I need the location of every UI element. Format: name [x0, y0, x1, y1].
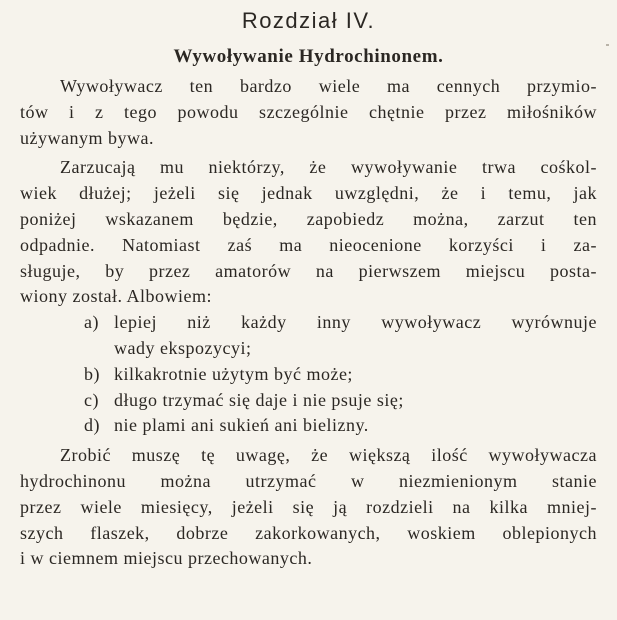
- text-line: i w ciemnem miejscu przechowanych.: [20, 548, 313, 569]
- text-line: Zrobić muszę tę uwagę, że większą ilość wywoływacza: [60, 445, 597, 466]
- paragraph-2: [20, 155, 597, 310]
- text-line: Zarzucają mu niektórzy, że wywoływanie trwa cośkol-: [60, 157, 597, 178]
- text-line: poniżej wskazanem będzie, zapobiedz można, zarzut ten: [20, 208, 597, 229]
- text-line: wiony został. Albowiem:: [20, 286, 212, 307]
- text-line: sługuje, by przez amatorów na pierwszem miejscu posta-: [20, 260, 597, 281]
- page-speck: [606, 44, 609, 46]
- text-line: nie plami ani sukień ani bielizny.: [114, 415, 369, 436]
- text-line: lepiej niż każdy inny wywoływacz wyrównuje: [114, 312, 597, 333]
- text-line: odpadnie. Natomiast zaś ma nieocenione korzyści i za-: [20, 234, 597, 255]
- chapter-title: Rozdział IV.: [241, 8, 376, 33]
- text-line: długo trzymać się daje i nie psuje się;: [114, 389, 404, 410]
- list-marker: c): [84, 389, 99, 410]
- advantages-list: [20, 310, 597, 439]
- list-item: [20, 362, 597, 388]
- list-item: [20, 413, 597, 439]
- text-line: kilkakrotnie użytym być może;: [114, 363, 353, 384]
- text-line: hydrochinonu można utrzymać w niezmienionym stanie: [20, 470, 597, 491]
- section-title: Wywoływanie Hydrochinonem.: [173, 46, 444, 67]
- text-line: Wywoływacz ten bardzo wiele ma cennych przymio-: [60, 76, 597, 96]
- list-marker: a): [84, 312, 99, 333]
- list-item: [20, 388, 597, 414]
- text-line: wiek dłużej; jeżeli się jednak uwzględni, że i temu, jak: [20, 183, 597, 204]
- text-line: szych flaszek, dobrze zakorkowanych, woskiem oblepionych: [20, 522, 597, 543]
- list-marker: d): [84, 415, 100, 436]
- text-line: wady ekspozycyi;: [114, 337, 252, 358]
- paragraph-3: [20, 443, 597, 572]
- list-marker: b): [84, 363, 100, 384]
- paragraph-1: [20, 74, 597, 151]
- list-item: [20, 310, 597, 362]
- text-line: używanym bywa.: [20, 127, 154, 148]
- text-line: tów i z tego powodu szczególnie chętnie przez miłośników: [20, 101, 597, 122]
- text-line: przez wiele miesięcy, jeżeli się ją rozdzieli na kilka mniej-: [20, 496, 597, 517]
